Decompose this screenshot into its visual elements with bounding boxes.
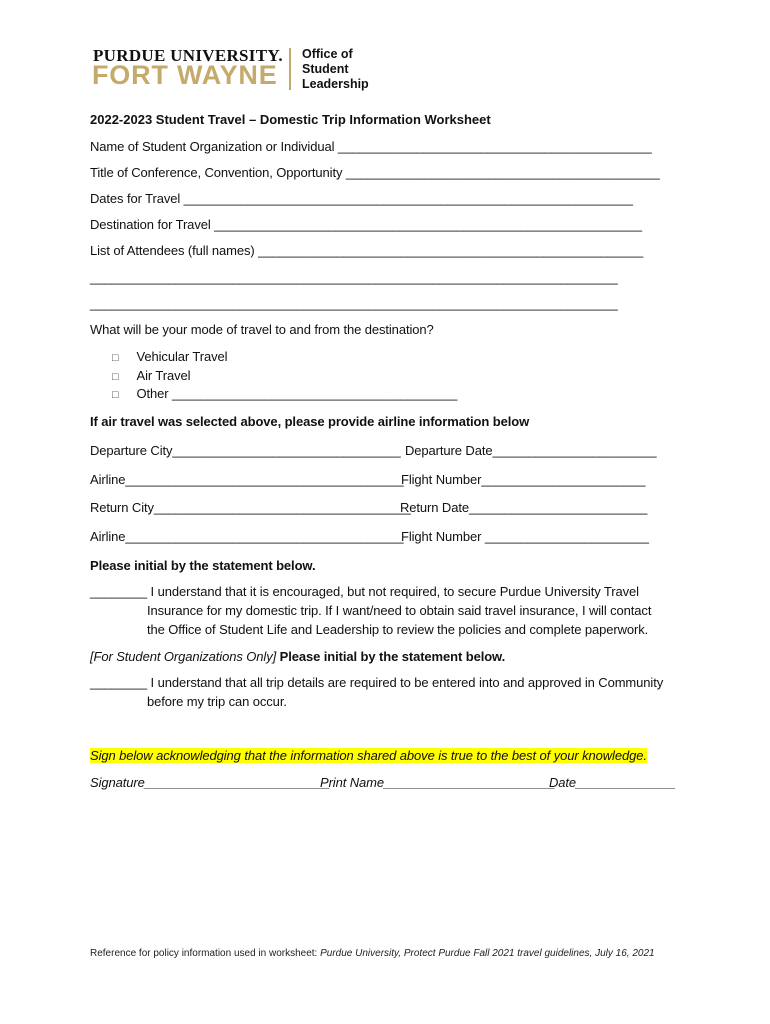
org-name-field[interactable]: Name of Student Organization or Individual ____________________________________________ [90,139,652,154]
travel-dates-field[interactable]: Dates for Travel _______________________________________________________________ [90,191,633,206]
airline-field-1[interactable]: Airline_______________________________________ [90,472,404,487]
attendees-field-line2[interactable]: __________________________________________________________________________ [90,270,618,285]
acknowledgement-text [90,748,647,763]
initial-statement-1-line3: the Office of Student Life and Leadership to review the policies and complete paperwork. [147,622,649,637]
initial-statement-1-line2: Insurance for my domestic trip. If I want/need to obtain said travel insurance, I will contact [147,603,652,618]
logo-divider [289,48,291,90]
page-title: 2022-2023 Student Travel – Domestic Trip Information Worksheet [90,112,491,127]
flight-number-field-1[interactable]: Flight Number_______________________ [401,472,646,487]
footer-reference [90,948,655,959]
acknowledgement-highlight: Sign below acknowledging that the information shared above is true to the best of your knowledge. [90,748,647,763]
air-travel-heading: If air travel was selected above, please provide airline information below [90,414,530,429]
travel-mode-question: What will be your mode of travel to and from the destination? [90,322,434,337]
return-date-field[interactable]: Return Date_________________________ [400,500,648,515]
departure-date-field[interactable]: Departure Date_______________________ [405,443,657,458]
logo-office-name [302,47,392,92]
initial-heading-1: Please initial by the statement below. [90,558,316,573]
signature-field[interactable]: Signature__________________________ [90,775,331,790]
departure-city-field[interactable]: Departure City________________________________ [90,443,401,458]
initial-heading-2-text: Please initial by the statement below. [279,649,506,664]
option-label: Air Travel [136,368,191,383]
checkbox-icon[interactable]: □ [112,389,119,401]
conference-title-field[interactable]: Title of Conference, Convention, Opportunity ____________________________________________ [90,165,660,180]
return-city-field[interactable]: Return City____________________________________ [90,500,411,515]
airline-field-2[interactable]: Airline_______________________________________ [90,529,404,544]
logo-office-line3: Leadership [302,77,369,91]
attendees-field[interactable]: List of Attendees (full names) ______________________________________________________ [90,243,644,258]
option-other[interactable] [112,386,457,401]
destination-field[interactable]: Destination for Travel ____________________________________________________________ [90,217,642,232]
date-field[interactable]: Date______________ [549,775,676,790]
initial-statement-1-line1[interactable]: ________ I understand that it is encouraged, but not required, to secure Purdue University Travel [90,584,639,599]
print-name-field[interactable]: Print Name________________________ [320,775,556,790]
attendees-field-line3[interactable]: __________________________________________________________________________ [90,296,618,311]
flight-number-field-2[interactable]: Flight Number _______________________ [401,529,649,544]
logo-office-line2: Student [302,62,349,76]
option-vehicular[interactable] [112,349,227,364]
option-air[interactable] [112,368,190,383]
option-label: Vehicular Travel [136,349,228,364]
logo-campus-name: FORT WAYNE [92,60,278,90]
option-label: Other ________________________________________ [136,386,458,401]
initial-statement-2-line2: before my trip can occur. [147,694,287,709]
initial-statement-2-line1[interactable]: ________ I understand that all trip details are required to be entered into and approved in Community [90,675,664,690]
logo-office-line1: Office of [302,47,353,61]
checkbox-icon[interactable]: □ [112,371,119,383]
footer-source: Purdue University, Protect Purdue Fall 2021 travel guidelines, July 16, 2021 [320,948,655,959]
footer-prefix: Reference for policy information used in worksheet: [90,948,321,959]
logo-university-name: PURDUE UNIVERSITY. [93,46,283,65]
initial-heading-2 [90,649,505,664]
checkbox-icon[interactable]: □ [112,352,119,364]
org-only-note: [For Student Organizations Only] [90,649,277,664]
